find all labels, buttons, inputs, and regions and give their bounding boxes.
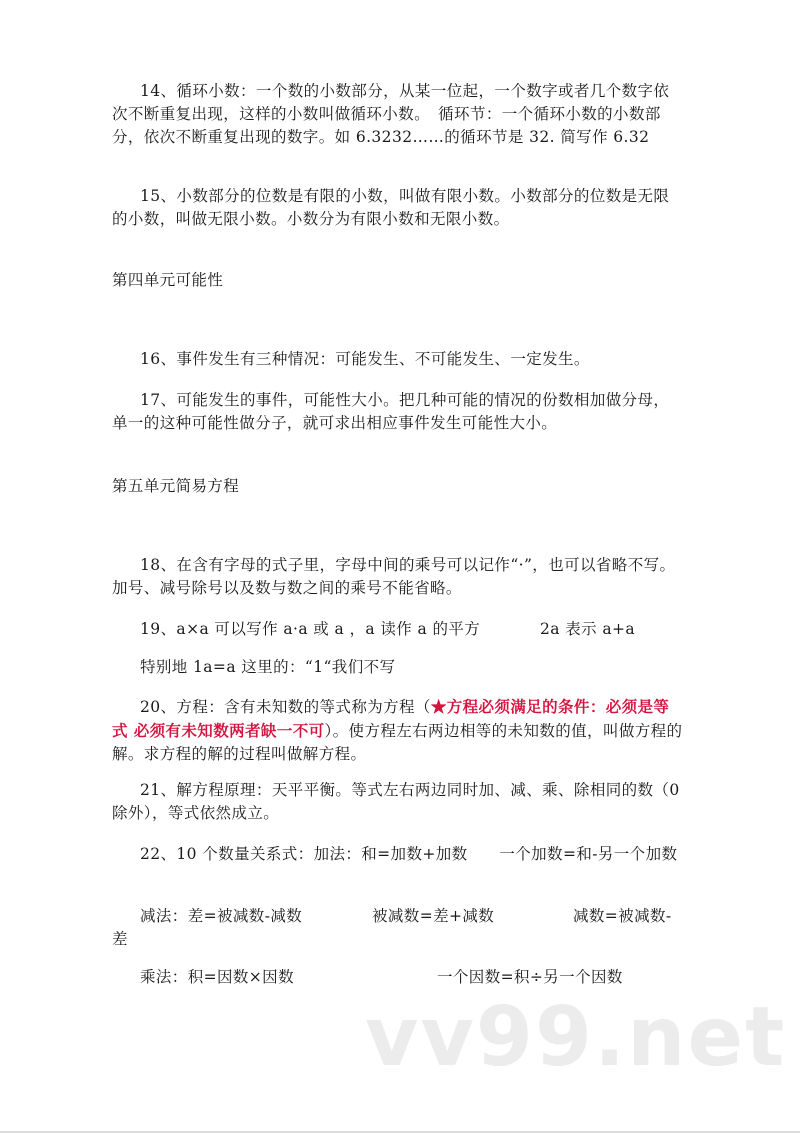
subtraction-formula-3-continued: 差 [112, 930, 128, 948]
subtraction-formula-1: 减法：差=被减数-减数 [140, 907, 303, 925]
multiplication-formula-1: 乘法：积=因数×因数 [140, 968, 294, 986]
item-17-paragraph: 17、可能发生的事件，可能性大小。把几种可能的情况的份数相加做分母，单一的这种可能性做分子，就可求出相应事件发生可能性大小。 [112, 391, 670, 432]
item-14-paragraph: 14、循环小数：一个数的小数部分，从某一位起，一个数字或者几个数字依次不断重复出现，这样的小数叫做循环小数。 循环节：一个循环小数的小数部分，依次不断重复出现的数字。如 6.3232……的循环节是 32. 简写作 6.32 [112, 82, 670, 146]
page-bottom-edge [0, 1131, 800, 1133]
item-21-paragraph: 21、解方程原理：天平平衡。等式左右两边同时加、减、乘、除相同的数（0 除外），等式依然成立。 [112, 781, 680, 822]
item-20-emphasis: ★方程必须满足的条件：必须是等式 必须有未知数两者缺一不可 [112, 697, 670, 740]
item-19-note: 特别地 1a=a 这里的：“1“我们不写 [140, 658, 396, 676]
unit-4-heading: 第四单元可能性 [112, 271, 224, 289]
item-20-end: ）。使方程左右两边相等的未知数的值，叫做方程的解。求方程的解的过程叫做解方程。 [112, 722, 683, 763]
item-20-paragraph [112, 695, 684, 766]
unit-5-heading: 第五单元简易方程 [112, 477, 240, 495]
multiplication-formula-2: 一个因数=积÷另一个因数 [437, 968, 623, 986]
item-20-start: 20、方程：含有未知数的等式称为方程（ [140, 698, 431, 716]
item-16-paragraph: 16、事件发生有三种情况：可能发生、不可能发生、一定发生。 [140, 350, 590, 368]
item-19-meaning: 2a 表示 a+a [540, 620, 636, 638]
subtraction-formula-3: 减数=被减数- [573, 907, 672, 925]
item-22-paragraph: 22、10 个数量关系式：加法：和=加数+加数 一个加数=和-另一个加数 [140, 845, 678, 863]
item-19-text: 19、a×a 可以写作 a·a 或 a ，a 读作 a 的平方 [140, 620, 481, 638]
watermark: vv99.net [365, 990, 787, 1085]
subtraction-formula-2: 被减数=差+减数 [372, 907, 495, 925]
item-15-paragraph: 15、小数部分的位数是有限的小数，叫做有限小数。小数部分的位数是无限的小数，叫做无限小数。小数分为有限小数和无限小数。 [112, 187, 670, 228]
item-18-paragraph: 18、在含有字母的式子里，字母中间的乘号可以记作“·”，也可以省略不写。加号、减号除号以及数与数之间的乘号不能省略。 [112, 556, 676, 597]
